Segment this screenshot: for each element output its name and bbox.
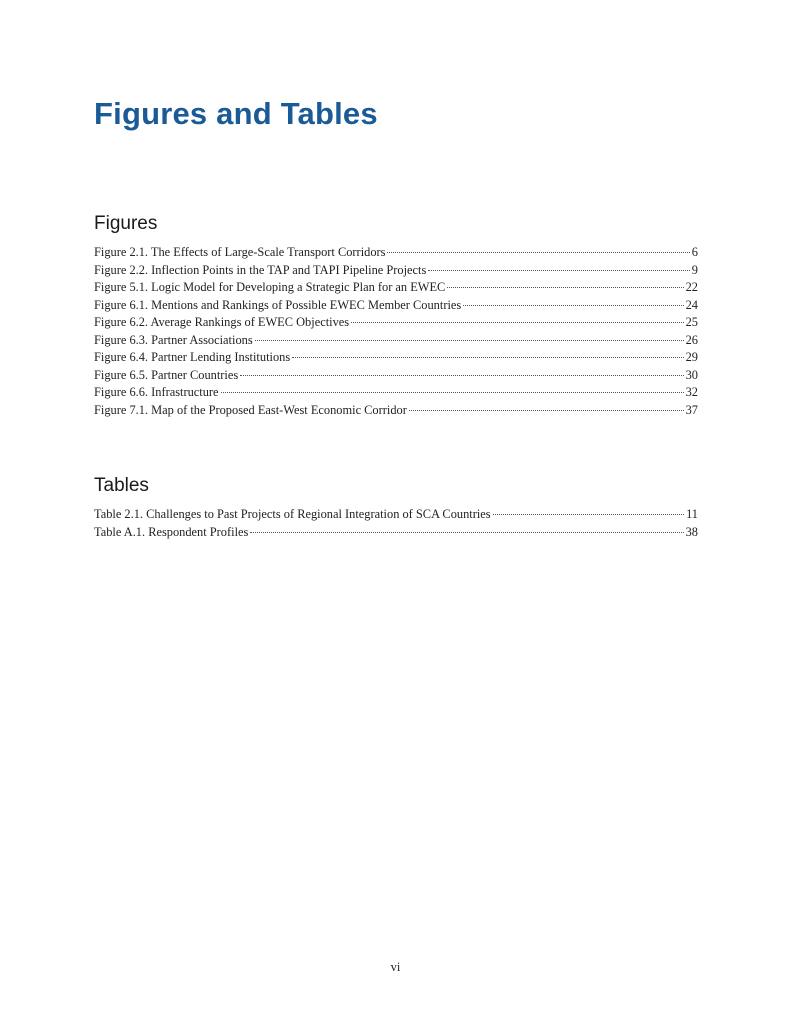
toc-entry-label: Figure 6.6. Infrastructure [94,385,219,399]
toc-entry-label: Table 2.1. Challenges to Past Projects of Regional Integration of SCA Countries [94,507,491,521]
dot-leader [240,375,683,376]
toc-entry-page: 6 [691,245,698,259]
toc-entry-page: 24 [685,297,698,312]
toc-entry-page: 38 [685,524,698,539]
toc-entry-label: Figure 5.1. Logic Model for Developing a Strategic Plan for an EWEC [94,280,446,294]
toc-entry-page: 26 [685,332,698,347]
dot-leader [447,287,683,288]
toc-entry-label: Figure 6.1. Mentions and Rankings of Possible EWEC Member Countries [94,297,462,312]
toc-entry-figure-7-1[interactable] [94,402,698,420]
toc-entry-label: Figure 6.4. Partner Lending Institutions [94,350,291,364]
toc-entry-figure-6-6[interactable] [94,384,698,402]
toc-entry-figure-2-2[interactable] [94,262,698,280]
toc-entry-page: 37 [685,402,698,417]
tables-list [94,506,698,541]
toc-entry-figure-6-1[interactable] [94,297,698,315]
toc-entry-label: Figure 2.1. The Effects of Large-Scale Transport Corridors [94,245,386,259]
toc-entry-table-a-1[interactable] [94,524,698,542]
toc-entry-page: 22 [685,280,698,294]
toc-entry-figure-6-5[interactable] [94,367,698,385]
page-number: vi [390,960,401,974]
dot-leader [250,532,683,533]
dot-leader [428,270,689,271]
toc-entry-table-2-1[interactable] [94,506,698,524]
toc-entry-label: Figure 7.1. Map of the Proposed East-West Economic Corridor [94,402,407,417]
dot-leader [409,410,684,411]
toc-entry-page: 30 [685,367,698,382]
dot-leader [351,322,684,323]
toc-entry-label: Table A.1. Respondent Profiles [94,524,249,539]
toc-entry-label: Figure 6.5. Partner Countries [94,367,239,382]
toc-entry-label: Figure 6.3. Partner Associations [94,332,253,347]
dot-leader [221,392,684,393]
toc-entry-figure-5-1[interactable] [94,279,698,297]
dot-leader [292,357,683,358]
toc-entry-page: 9 [691,262,698,277]
toc-entry-figure-6-2[interactable] [94,314,698,332]
toc-entry-figure-6-4[interactable] [94,349,698,367]
toc-entry-figure-2-1[interactable] [94,244,698,262]
dot-leader [387,252,689,253]
tables-section-heading: Tables [94,475,149,496]
toc-entry-label: Figure 2.2. Inflection Points in the TAP and TAPI Pipeline Projects [94,262,427,277]
toc-entry-figure-6-3[interactable] [94,332,698,350]
dot-leader [493,514,684,515]
toc-entry-page: 25 [685,315,698,329]
toc-entry-page: 11 [686,507,698,521]
dot-leader [255,340,684,341]
toc-entry-label: Figure 6.2. Average Rankings of EWEC Objectives [94,315,350,329]
toc-entry-page: 29 [685,350,698,364]
page-title: Figures and Tables [94,96,378,131]
figures-list [94,244,698,419]
dot-leader [463,305,683,306]
figures-section-heading: Figures [94,213,158,234]
toc-entry-page: 32 [685,385,698,399]
